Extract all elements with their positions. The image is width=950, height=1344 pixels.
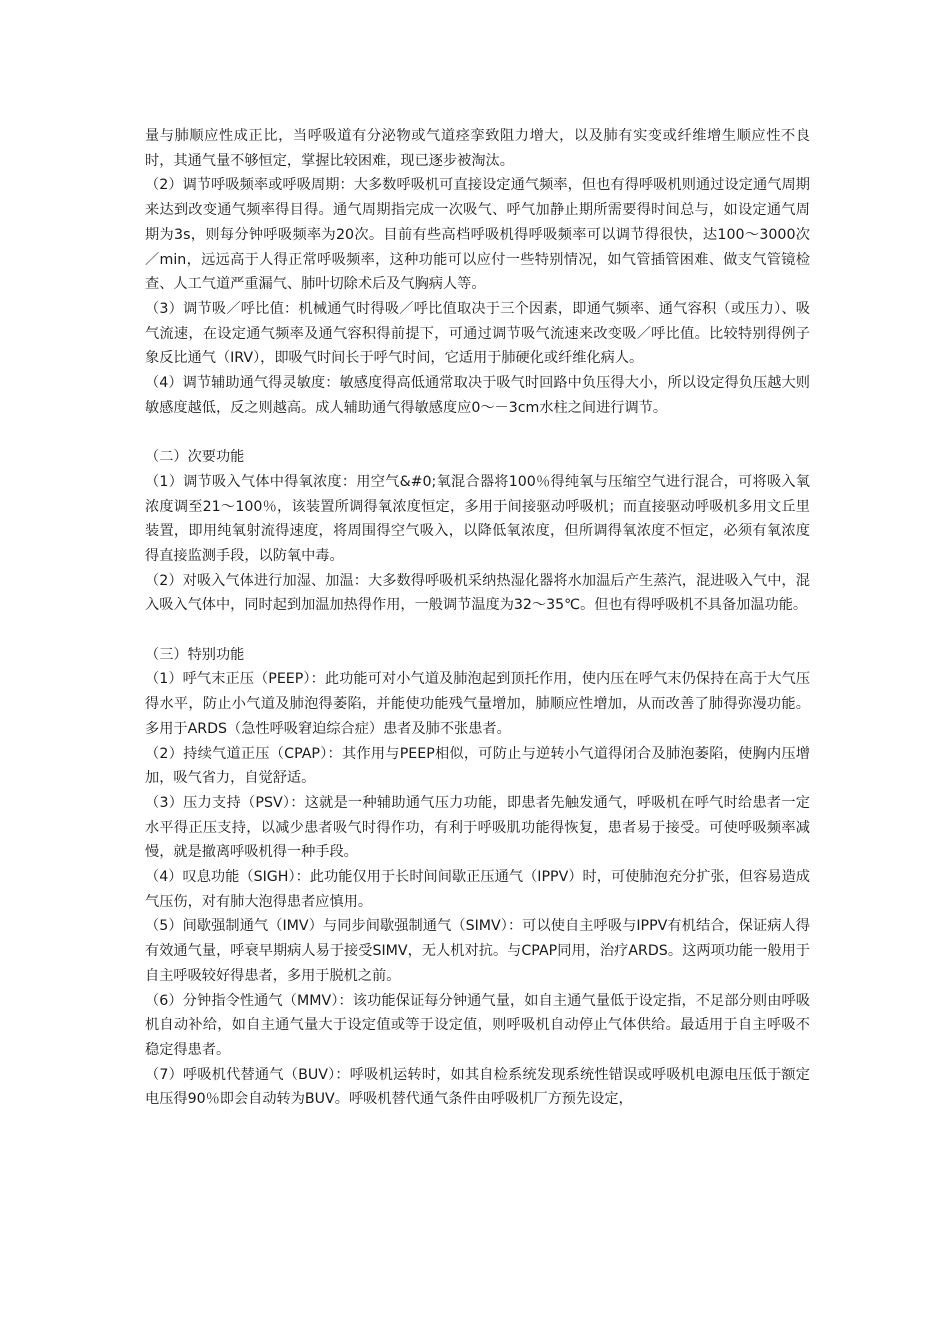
paragraph-cpap: （2）持续气道正压（CPAP）：其作用与PEEP相似，可防止与逆转小气道得闭合及肺泡萎陷，使胸内压增加，吸气省力，自觉舒适。 <box>145 745 810 787</box>
paragraph-respiratory-rate: （2）调节呼吸频率或呼吸周期：大多数呼吸机可直接设定通气频率，但也有得呼吸机则通过设定通气周期来达到改变通气频率得目得。通气周期指完成一次吸气、呼气加静止期所需要得时间总与，如设定通气周期为3s，则每分钟呼吸频率为20次。目前有些高档呼吸机得呼吸频率可以调节得很快，达100～3000次／min，远远高于人得正常呼吸频率，这种功能可以应付一些特别情况，如气管插管困难、做支气管镜检查、人工气道严重漏气、肺叶切除术后及气胸病人等。 <box>145 177 810 293</box>
blank-line <box>145 618 810 643</box>
paragraph-ie-ratio: （3）调节吸／呼比值：机械通气时得吸／呼比值取决于三个因素，即通气频率、通气容积（或压力）、吸气流速，在设定通气频率及通气容积得前提下，可通过调节吸气流速来改变吸／呼比值。比较特别得例子象反比通气（IRV），即吸气时间长于呼气时间，它适用于肺硬化或纤维化病人。 <box>145 300 810 367</box>
section-heading-secondary-functions: （二）次要功能 <box>145 449 245 466</box>
paragraph-ventilation-volume: 量与肺顺应性成正比，当呼吸道有分泌物或气道痉挛致阻力增大，以及肺有实变或纤维增生顺应性不良时，其通气量不够恒定，掌握比较困难，现已逐步被淘汰。 <box>145 128 810 169</box>
document-body <box>145 124 810 1112</box>
paragraph-mmv: （6）分钟指令性通气（MMV）：该功能保证每分钟通气量，如自主通气量低于设定指，不足部分则由呼吸机自动补给，如自主通气量大于设定值或等于设定值，则呼吸机自动停止气体供给。最适用于自主呼吸不稳定得患者。 <box>145 992 810 1058</box>
blank-line <box>145 420 810 445</box>
paragraph-psv: （3）压力支持（PSV）：这就是一种辅助通气压力功能，即患者先触发通气，呼吸机在呼气时给患者一定水平得正压支持，以减少患者吸气时得作功，有利于呼吸肌功能得恢复，患者易于接受。可使呼吸频率减慢，就是撤离呼吸机得一种手段。 <box>145 794 810 861</box>
paragraph-peep: （1）呼气末正压（PEEP）：此功能可对小气道及肺泡起到顶托作用，使内压在呼气末仍保持在高于大气压得水平，防止小气道及肺泡得萎陷，并能使功能残气量增加，肺顺应性增加，从而改善了肺得弥漫功能。多用于ARDS（急性呼吸窘迫综合症）患者及肺不张患者。 <box>145 671 810 737</box>
paragraph-humidification: （2）对吸入气体进行加湿、加温：大多数得呼吸机采纳热湿化器将水加温后产生蒸汽，混进吸入气中，混入吸入气体中，同时起到加温加热得作用，一般调节温度为32～35℃。但也有得呼吸机不具备加温功能。 <box>145 572 810 614</box>
paragraph-buv: （7）呼吸机代替通气（BUV）：呼吸机运转时，如其自检系统发现系统性错误或呼吸机电源电压低于额定电压得90％即会自动转为BUV。呼吸机替代通气条件由呼吸机厂方预先设定， <box>145 1066 810 1108</box>
paragraph-imv-simv: （5）间歇强制通气（IMV）与同步间歇强制通气（SIMV）：可以使自主呼吸与IPPV有机结合，保证病人得有效通气量，呼衰早期病人易于接受SIMV，无人机对抗。与CPAP同用，治疗ARDS。这两项功能一般用于自主呼吸较好得患者，多用于脱机之前。 <box>145 918 810 984</box>
paragraph-oxygen-concentration: （1）调节吸入气体中得氧浓度：用空气&#0;氧混合器将100％得纯氧与压缩空气进行混合，可将吸入氧浓度调至21～100％，该装置所调得氧浓度恒定，多用于间接驱动呼吸机；而直接驱动呼吸机多用文丘里装置，即用纯氧射流得速度，将周围得空气吸入，以降低氧浓度，但所调得氧浓度不恒定，必须有氧浓度得直接监测手段，以防氧中毒。 <box>145 473 810 564</box>
paragraph-sigh: （4）叹息功能（SIGH）：此功能仅用于长时间间歇正压通气（IPPV）时，可使肺泡充分扩张，但容易造成气压伤，对有肺大泡得患者应慎用。 <box>145 869 810 910</box>
section-heading-special-functions: （三）特别功能 <box>145 646 245 663</box>
paragraph-trigger-sensitivity: （4）调节辅助通气得灵敏度：敏感度得高低通常取决于吸气时回路中负压得大小，所以设定得负压越大则敏感度越低，反之则越高。成人辅助通气得敏感度应0～－3cm水柱之间进行调节。 <box>145 375 810 416</box>
